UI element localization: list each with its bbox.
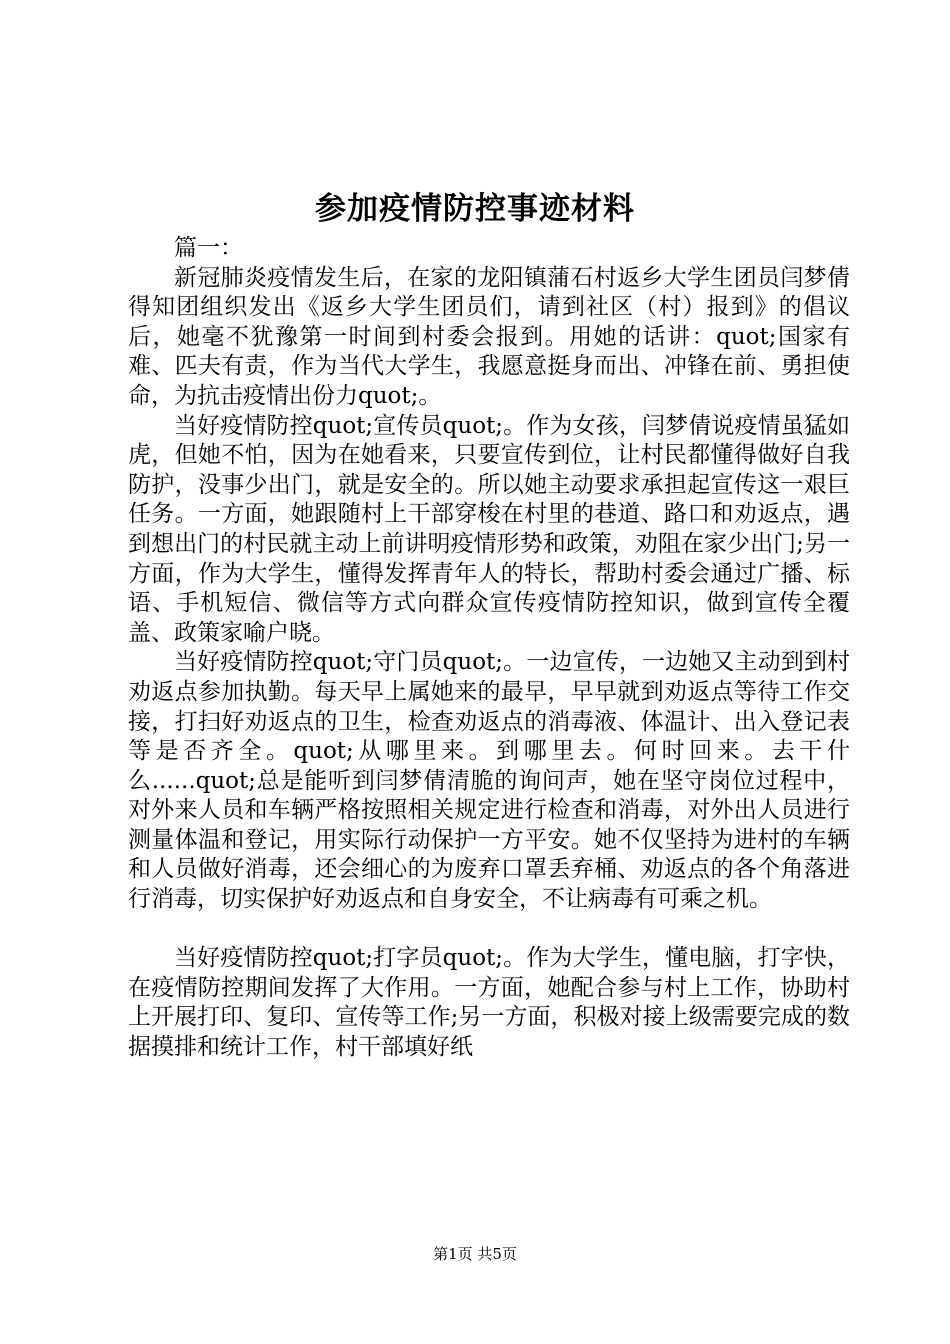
page-number-footer: 第1页 共5页 — [433, 1245, 517, 1263]
paragraph-intro: 新冠肺炎疫情发生后，在家的龙阳镇蒲石村返乡大学生团员闫梦倩得知团组织发出《返乡大学生团员们，请到社区（村）报到》的倡议后，她毫不犹豫第一时间到村委会报到。用她的话讲：quot;国家有难、匹夫有责，作为当代大学生，我愿意挺身而出、冲锋在前、勇担使命，为抗击疫情出份力quot;。 — [128, 264, 850, 409]
paragraph-gatekeeper: 当好疫情防控quot;守门员quot;。一边宣传，一边她又主动到到村劝返点参加执勤。每天早上属她来的最早，早早就到劝返点等待工作交接，打扫好劝返点的卫生，检查劝返点的消毒液、体温计、出入登记表等是否齐全。quot;从哪里来。到哪里去。何时回来。去干什么......quot;总是能听到闫梦倩清脆的询问声，她在坚守岗位过程中，对外来人员和车辆严格按照相关规定进行检查和消毒，对外出人员进行测量体温和登记，用实际行动保护一方平安。她不仅坚持为进村的车辆和人员做好消毒，还会细心的为废弃口罩丢弃桶、劝返点的各个角落进行消毒，切实保护好劝返点和自身安全，不让病毒有可乘之机。 — [128, 649, 850, 913]
document-title: 参加疫情防控事迹材料 — [315, 191, 635, 227]
section-label: 篇一： — [174, 235, 243, 261]
paragraph-publicity: 当好疫情防控quot;宣传员quot;。作为女孩，闫梦倩说疫情虽猛如虎，但她不怕，因为在她看来，只要宣传到位，让村民都懂得做好自我防护，没事少出门，就是安全的。所以她主动要求承担起宣传这一艰巨任务。一方面，她跟随村上干部穿梭在村里的巷道、路口和劝返点，遇到想出门的村民就主动上前讲明疫情形势和政策，劝阻在家少出门;另一方面，作为大学生，懂得发挥青年人的特长，帮助村委会通过广播、标语、手机短信、微信等方式向群众宣传疫情防控知识，做到宣传全覆盖、政策家喻户晓。 — [128, 412, 850, 646]
document-body — [128, 234, 850, 1063]
paragraph-typist: 当好疫情防控quot;打字员quot;。作为大学生，懂电脑，打字快，在疫情防控期间发挥了大作用。一方面，她配合参与村上工作，协助村上开展打印、复印、宣传等工作;另一方面，积极对接上级需要完成的数据摸排和统计工作，村干部填好纸 — [128, 945, 850, 1061]
